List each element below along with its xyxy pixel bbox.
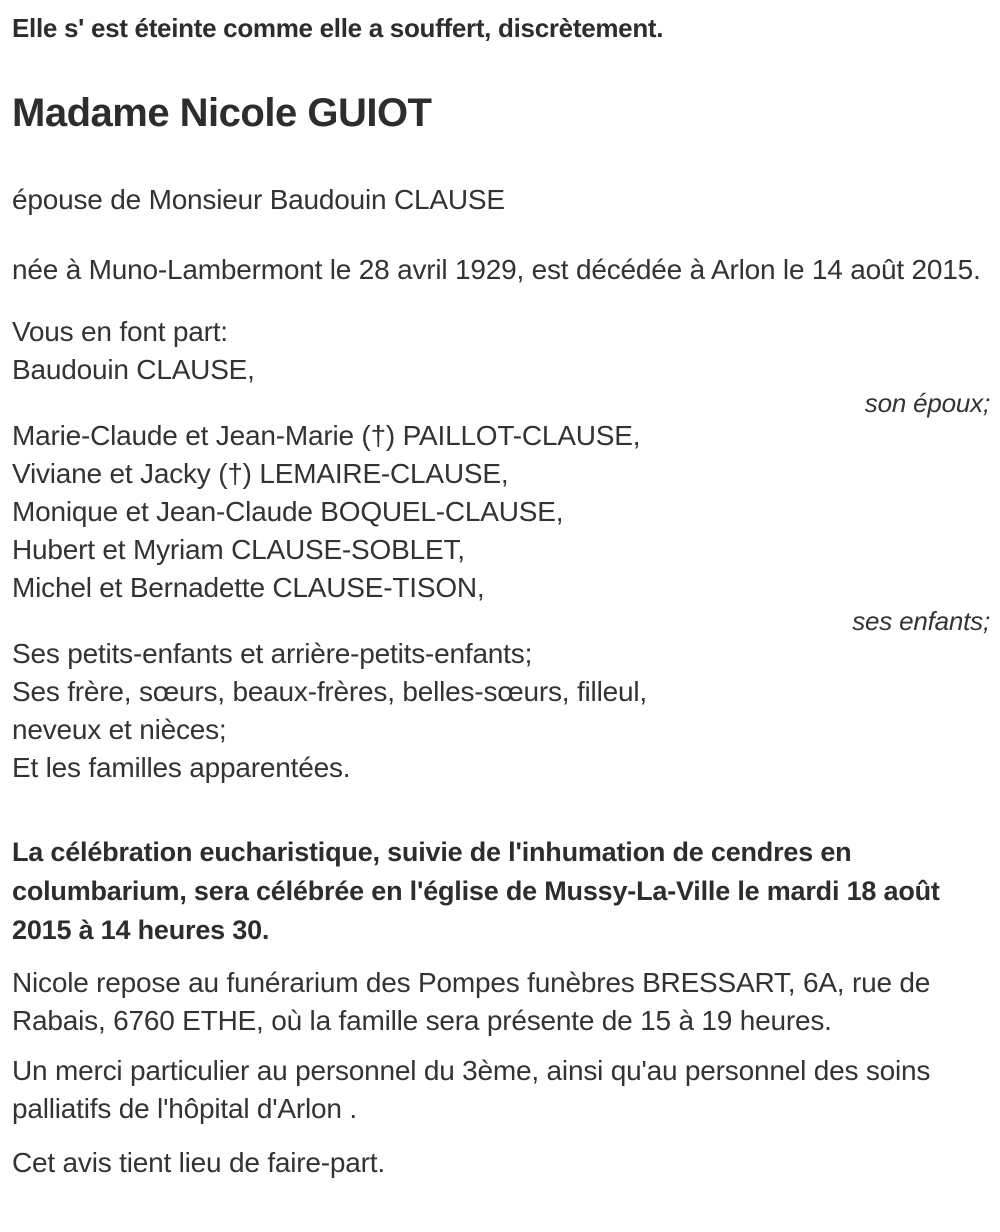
other-family-line: Ses frère, sœurs, beaux-frères, belles-sœurs, filleul, bbox=[12, 676, 647, 707]
husband-relation-label: son époux; bbox=[864, 388, 990, 418]
epitaph-line: Elle s' est éteinte comme elle a souffert, discrètement. bbox=[12, 13, 664, 43]
child-name: Monique et Jean-Claude BOQUEL-CLAUSE, bbox=[12, 496, 564, 527]
other-family-line: Ses petits-enfants et arrière-petits-enfants; bbox=[12, 638, 533, 669]
child-name: Michel et Bernadette CLAUSE-TISON, bbox=[12, 572, 485, 603]
thanks-note: Un merci particulier au personnel du 3ème, ainsi qu'au personnel des soins palliatifs de l'hôpital d'Arlon . bbox=[12, 1055, 931, 1124]
deceased-name-heading: Madame Nicole GUIOT bbox=[12, 91, 432, 135]
children-relation-label: ses enfants; bbox=[852, 606, 990, 636]
announcement-intro: Vous en font part: bbox=[12, 316, 228, 347]
repose-info: Nicole repose au funérarium des Pompes funèbres BRESSART, 6A, rue de Rabais, 6760 ETHE, où la famille sera présente de 15 à 19 heures. bbox=[12, 967, 931, 1036]
ceremony-announcement: La célébration eucharistique, suivie de l'inhumation de cendres en columbarium, sera célébrée en l'église de Mussy-La-Ville le mardi 18 août 2015 à 14 heures 30. bbox=[12, 837, 940, 945]
spouse-line: épouse de Monsieur Baudouin CLAUSE bbox=[12, 184, 505, 215]
husband-name: Baudouin CLAUSE, bbox=[12, 354, 255, 385]
other-family-line: neveux et nièces; bbox=[12, 714, 227, 745]
child-name: Viviane et Jacky (†) LEMAIRE-CLAUSE, bbox=[12, 458, 509, 489]
closing-line: Cet avis tient lieu de faire-part. bbox=[12, 1147, 385, 1178]
child-name: Hubert et Myriam CLAUSE-SOBLET, bbox=[12, 534, 465, 565]
family-list bbox=[12, 351, 990, 787]
child-name: Marie-Claude et Jean-Marie (†) PAILLOT-CLAUSE, bbox=[12, 420, 641, 451]
other-family-line: Et les familles apparentées. bbox=[12, 752, 351, 783]
birth-death-line: née à Muno-Lambermont le 28 avril 1929, est décédée à Arlon le 14 août 2015. bbox=[12, 254, 981, 285]
